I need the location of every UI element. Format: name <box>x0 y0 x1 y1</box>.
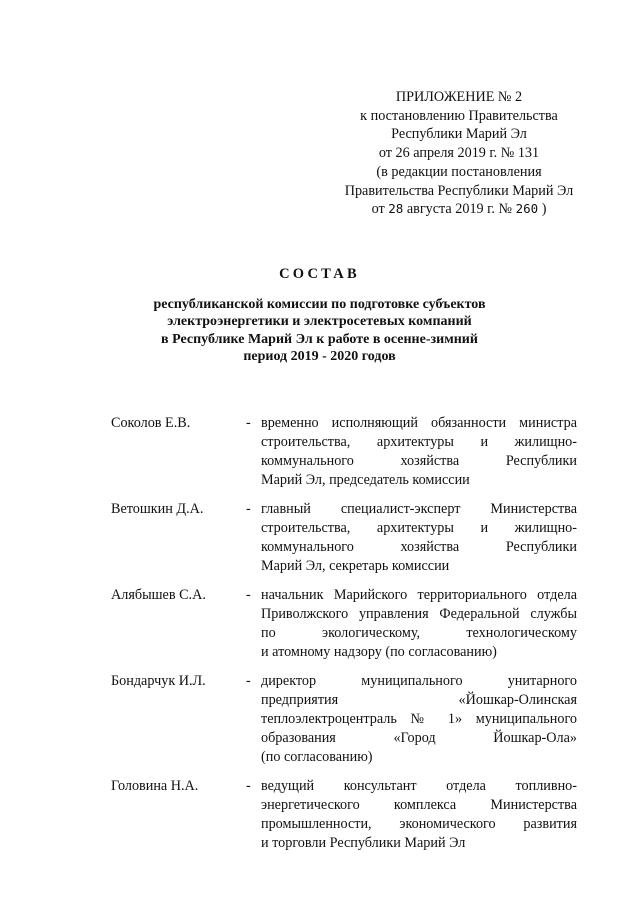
member-dash: - <box>246 501 251 517</box>
member-dash: - <box>246 673 251 689</box>
member-position-line: и атомному надзору (по согласованию) <box>261 644 497 660</box>
member-position-line: строительства, архитектуры и жилищно- <box>261 434 577 450</box>
subtitle-line-2: электроэнергетики и электросетевых компаний <box>167 314 472 330</box>
member-position-line: коммунального хозяйства Республики <box>261 453 577 469</box>
appendix-number: ПРИЛОЖЕНИЕ № 2 <box>395 89 523 105</box>
member-position-line: главный специалист-эксперт Министерства <box>261 501 577 517</box>
member-entry <box>0 586 639 662</box>
appendix-date-suffix: ) <box>541 201 547 218</box>
appendix-date-prefix: от <box>371 201 385 218</box>
member-position-line: и торговли Республики Марий Эл <box>261 835 466 851</box>
appendix-line-7 <box>330 200 588 219</box>
member-position-line: по экологическому, технологическому <box>261 625 577 641</box>
member-position-line: образования «Город Йошкар-Ола» <box>261 730 577 746</box>
member-position-line: Приволжского управления Федеральной службы <box>261 606 577 622</box>
member-name: Головина Н.А. <box>111 778 199 794</box>
member-position-line: коммунального хозяйства Республики <box>261 539 577 555</box>
member-position <box>261 500 577 576</box>
member-position-line: начальник Марийского территориального отдела <box>261 587 577 603</box>
member-position <box>261 414 577 490</box>
document-title: СОСТАВ <box>279 266 360 282</box>
appendix-line-6: Правительства Республики Марий Эл <box>344 182 574 199</box>
subtitle-line-4: период 2019 - 2020 годов <box>243 348 396 364</box>
appendix-doc-number: 260 <box>515 201 539 217</box>
member-position-line: временно исполняющий обязанности министра <box>261 415 577 431</box>
member-dash: - <box>246 587 251 603</box>
member-position <box>261 586 577 662</box>
member-position-line: энергетического комплекса Министерства <box>261 797 577 813</box>
member-position <box>261 777 577 853</box>
member-position-line: предприятия «Йошкар-Олинская <box>261 692 577 708</box>
member-position-line: ведущий консультант отдела топливно- <box>261 778 577 794</box>
appendix-date-middle: августа 2019 г. № <box>406 201 513 218</box>
member-position-line: (по согласованию) <box>261 749 373 765</box>
appendix-line-4: от 26 апреля 2019 г. № 131 <box>378 145 540 162</box>
appendix-date-day: 28 <box>388 201 404 217</box>
subtitle-line-1: республиканской комиссии по подготовке субъектов <box>153 297 486 312</box>
appendix-line-2: к постановлению Правительства <box>360 107 558 124</box>
member-position-line: Марий Эл, председатель комиссии <box>261 472 470 488</box>
member-name: Алябышев С.А. <box>111 587 206 603</box>
member-name: Соколов Е.В. <box>111 415 191 431</box>
member-name: Бондарчук И.Л. <box>111 673 206 689</box>
member-entry <box>0 500 639 576</box>
member-position-line: директор муниципального унитарного <box>261 673 577 689</box>
member-dash: - <box>246 778 251 794</box>
member-entry <box>0 672 639 767</box>
member-position-line: строительства, архитектуры и жилищно- <box>261 520 577 536</box>
member-entry <box>0 414 639 490</box>
appendix-line-3: Республики Марий Эл <box>391 126 527 143</box>
subtitle-line-3: в Республике Марий Эл к работе в осенне-зимний <box>161 331 478 347</box>
member-position <box>261 672 577 767</box>
member-entry <box>0 777 639 853</box>
member-position-line: промышленности, экономического развития <box>261 816 577 832</box>
member-dash: - <box>246 415 251 431</box>
document-subtitle <box>0 296 639 365</box>
member-position-line: Марий Эл, секретарь комиссии <box>261 558 450 574</box>
member-position-line: теплоэлектроцентраль № 1» муниципального <box>261 711 577 727</box>
appendix-header <box>330 88 588 219</box>
commission-members-list <box>0 414 639 863</box>
member-name: Ветошкин Д.А. <box>111 501 204 517</box>
appendix-line-5: (в редакции постановления <box>376 163 542 180</box>
